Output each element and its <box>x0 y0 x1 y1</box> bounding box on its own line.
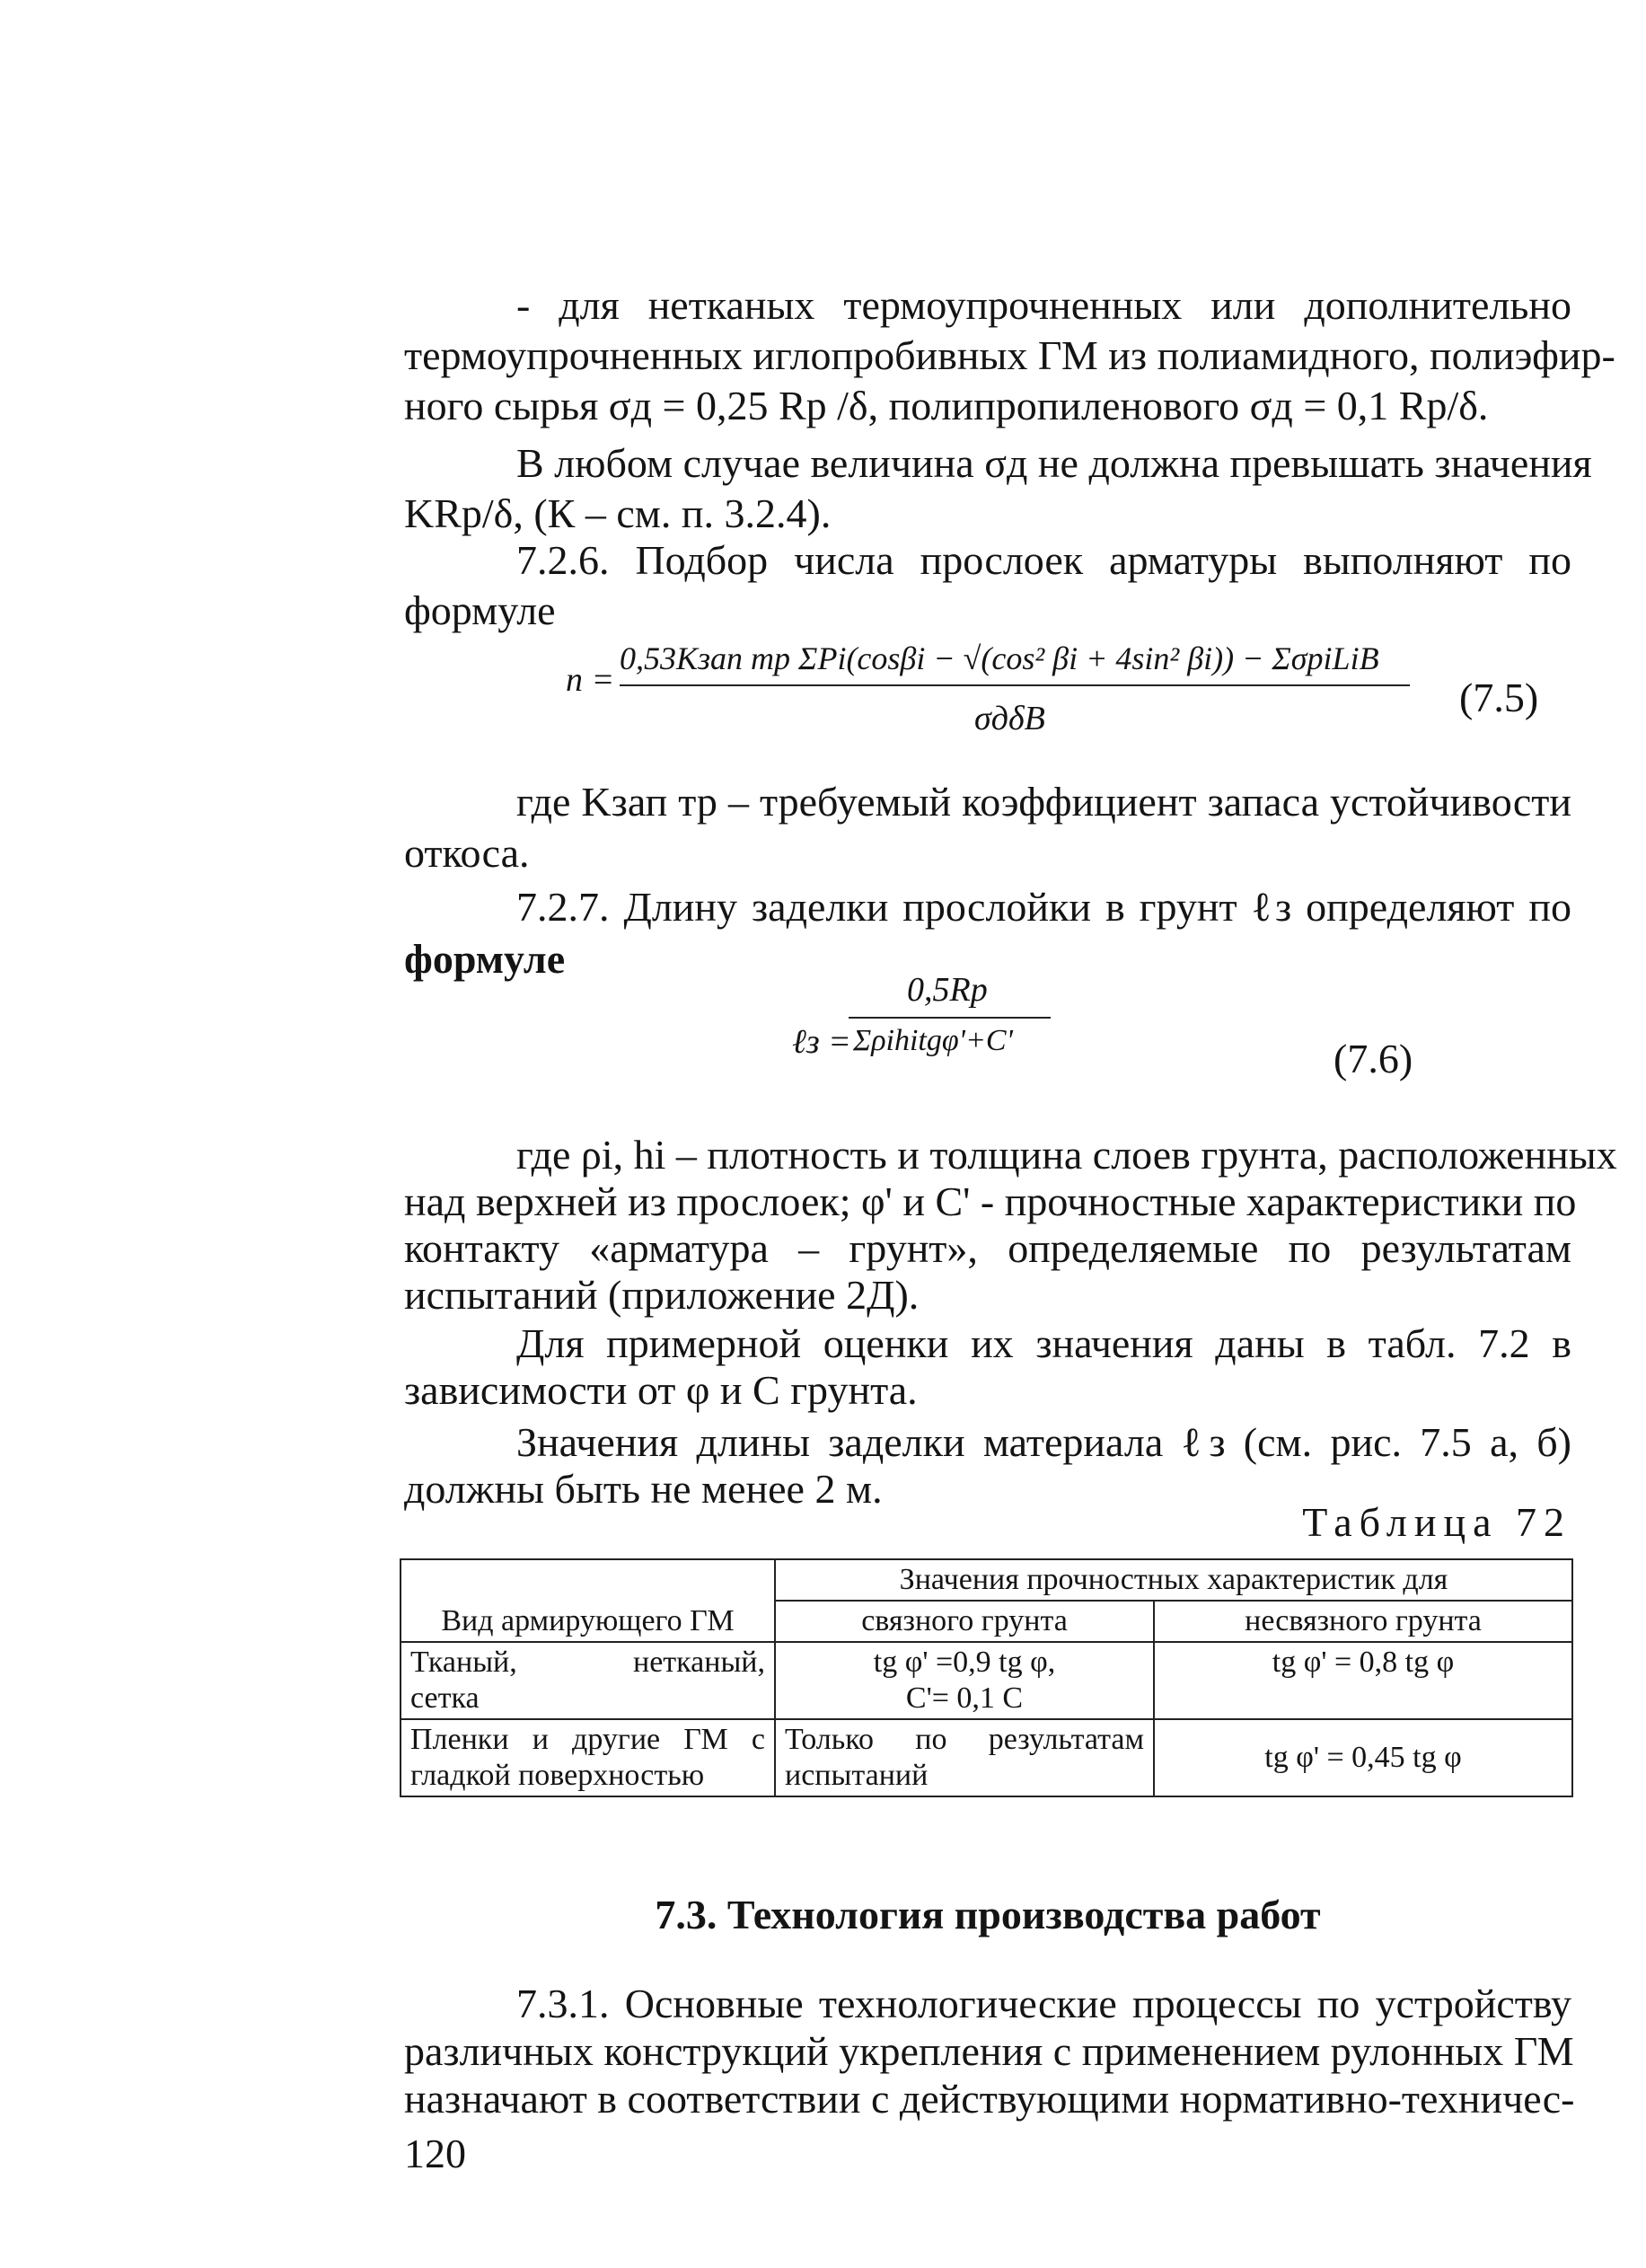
formula-7-5-lhs: n = <box>566 661 615 699</box>
table-cell <box>775 1719 1154 1796</box>
strength-table <box>400 1558 1573 1797</box>
table-caption: Таблица 72 <box>1302 1499 1571 1545</box>
cell-text: Только по результатам <box>785 1723 1144 1756</box>
text-line: различных конструкций укрепления с применением рулонных ГМ <box>404 2028 1574 2074</box>
table-cell: tg φ' = 0,8 tg φ <box>1154 1642 1572 1719</box>
text-line: откоса. <box>404 830 530 876</box>
text-line: над верхней из прослоек; φ' и С' - прочностные характеристики по <box>404 1178 1577 1224</box>
table-cell <box>775 1642 1154 1719</box>
text-line: контакту «арматура – грунт», определяемые по результатам <box>404 1225 1571 1271</box>
table-group-header: Значения прочностных характеристик для <box>775 1559 1572 1601</box>
equation-number: (7.6) <box>1334 1036 1413 1081</box>
formula-7-6-lhs: ℓз = <box>792 1023 851 1061</box>
cell-text: испытаний <box>785 1759 929 1792</box>
table-header: связного грунта <box>775 1601 1154 1642</box>
equation-number: (7.5) <box>1459 675 1539 720</box>
text-line: формуле <box>404 587 556 633</box>
text-line: 7.3.1. Основные технологические процессы по устройству <box>516 1981 1571 2026</box>
section-heading: 7.3. Технология производства работ <box>655 1892 1321 1937</box>
text-line: KRр/δ, (К – см. п. 3.2.4). <box>404 490 832 536</box>
text-line: должны быть не менее 2 м. <box>404 1466 883 1512</box>
cell-text: tg φ' =0,9 tg φ, <box>873 1646 1056 1679</box>
table-cell: tg φ' = 0,45 tg φ <box>1154 1719 1572 1796</box>
text-line: термоупрочненных иглопробивных ГМ из полиамидного, полиэфир- <box>404 332 1615 378</box>
table-header: Вид армирующего ГМ <box>400 1559 775 1642</box>
text-line: где ρi, hi – плотность и толщина слоев грунта, расположенных <box>516 1132 1617 1178</box>
cell-text: гладкой поверхностью <box>410 1759 705 1792</box>
text-line: В любом случае величина σд не должна превышать значения <box>516 440 1592 486</box>
text-line: 7.2.7. Длину заделки прослойки в грунт ℓз определяют по <box>516 884 1571 930</box>
cell-text: Пленки и другие ГМ с <box>410 1723 765 1756</box>
cell-text: нетканый, <box>633 1646 765 1679</box>
text-line: 7.2.6. Подбор числа прослоек арматуры выполняют по <box>516 537 1571 583</box>
text-line: испытаний (приложение 2Д). <box>404 1272 920 1318</box>
cell-text: сетка <box>410 1681 480 1715</box>
page-number: 120 <box>404 2131 466 2176</box>
cell-text: C'= 0,1 C <box>905 1681 1024 1715</box>
text-line: ного сырья σд = 0,25 Rр /δ, полипропиленового σд = 0,1 Rр/δ. <box>404 383 1489 428</box>
text-line: формуле <box>404 936 566 982</box>
formula-7-6-numerator: 0,5Rр <box>907 971 988 1009</box>
fraction-bar <box>849 1017 1051 1019</box>
formula-7-5-numerator: 0,53Kзап тр ΣPi(cosβi − √(cos² βi + 4sin² βi)) − ΣσpiLiB <box>620 640 1379 676</box>
table-cell <box>400 1719 775 1796</box>
text-line: где Kзап тр – требуемый коэффициент запаса устойчивости <box>516 779 1571 825</box>
text-line: Для примерной оценки их значения даны в табл. 7.2 в <box>516 1320 1571 1366</box>
formula-7-5-denominator: σдδB <box>974 700 1045 737</box>
text-line: Значения длины заделки материала ℓз (см. рис. 7.5 а, б) <box>516 1419 1571 1465</box>
text-line: - для нетканых термоупрочненных или дополнительно <box>516 282 1571 328</box>
text-line: зависимости от φ и С грунта. <box>404 1367 918 1413</box>
formula-7-6-denominator: Σρihitgφ'+C' <box>853 1024 1013 1057</box>
fraction-bar <box>620 684 1410 686</box>
text-line: назначают в соответствии с действующими нормативно-техничес- <box>404 2076 1575 2122</box>
table-cell <box>400 1642 775 1719</box>
cell-text: Тканый, <box>410 1646 517 1679</box>
table-header: несвязного грунта <box>1154 1601 1572 1642</box>
table-row <box>400 1719 1572 1796</box>
table-row <box>400 1642 1572 1719</box>
